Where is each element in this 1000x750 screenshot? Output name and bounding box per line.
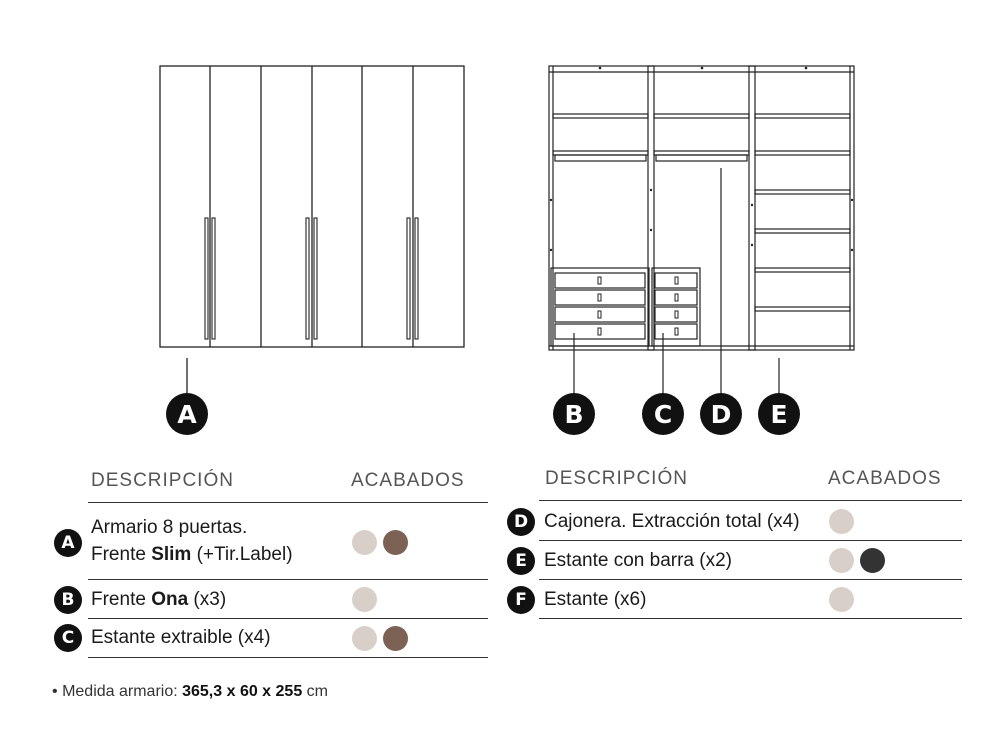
wardrobe-size-note [52, 683, 328, 701]
row-a-bold: Slim [151, 544, 192, 565]
row-a-suffix: (+Tir.Label) [191, 544, 293, 565]
right-header-description: DESCRIPCIÓN [545, 468, 688, 489]
marker-c: C [642, 393, 684, 435]
row-b-bold: Ona [151, 589, 189, 610]
finish-swatch-light [352, 530, 377, 555]
row-d-description: Cajonera. Extracción total (x4) [544, 511, 800, 532]
row-b-prefix: Frente [91, 589, 152, 610]
left-header-rule [88, 502, 488, 503]
marker-a: A [166, 393, 208, 435]
row-b-description [91, 586, 226, 613]
row-marker-c: C [54, 624, 82, 652]
row-a-rule [88, 579, 488, 580]
finish-swatch-light [352, 587, 377, 612]
finish-swatch-black [860, 548, 885, 573]
finish-swatch-light [829, 587, 854, 612]
finish-swatch-walnut [383, 530, 408, 555]
row-a-line2 [91, 541, 293, 568]
row-e-description: Estante con barra (x2) [544, 550, 732, 571]
note-unit: cm [302, 683, 328, 700]
left-header-finishes: ACABADOS [351, 470, 465, 491]
row-f-description: Estante (x6) [544, 589, 647, 610]
row-marker-e: E [507, 547, 535, 575]
marker-b: B [553, 393, 595, 435]
row-b-rule [88, 618, 488, 619]
right-header-rule [539, 500, 962, 501]
row-c-description: Estante extraible (x4) [91, 627, 271, 648]
row-b-suffix: (x3) [188, 589, 227, 610]
row-c-rule [88, 657, 488, 658]
finish-swatch-light [829, 509, 854, 534]
closed-wardrobe-front-view [160, 66, 464, 395]
marker-e: E [758, 393, 800, 435]
row-f-rule [539, 618, 962, 619]
note-value: 365,3 x 60 x 255 [182, 683, 303, 700]
frame-dots [550, 67, 853, 252]
row-a-description [91, 514, 293, 568]
row-marker-b: B [54, 586, 82, 614]
finish-swatch-light [829, 548, 854, 573]
row-marker-a: A [54, 529, 82, 557]
row-e-rule [539, 579, 962, 580]
left-header-description: DESCRIPCIÓN [91, 470, 234, 491]
row-marker-d: D [507, 508, 535, 536]
finish-swatch-walnut [383, 626, 408, 651]
row-marker-f: F [507, 586, 535, 614]
finish-swatch-light [352, 626, 377, 651]
row-a-prefix: Frente [91, 544, 152, 565]
row-d-rule [539, 540, 962, 541]
open-wardrobe-interior-view [549, 66, 854, 395]
row-a-line1: Armario 8 puertas. [91, 517, 248, 538]
note-prefix: Medida armario: [62, 683, 183, 700]
note-bullet: • [52, 683, 58, 700]
right-header-finishes: ACABADOS [828, 468, 942, 489]
marker-d: D [700, 393, 742, 435]
